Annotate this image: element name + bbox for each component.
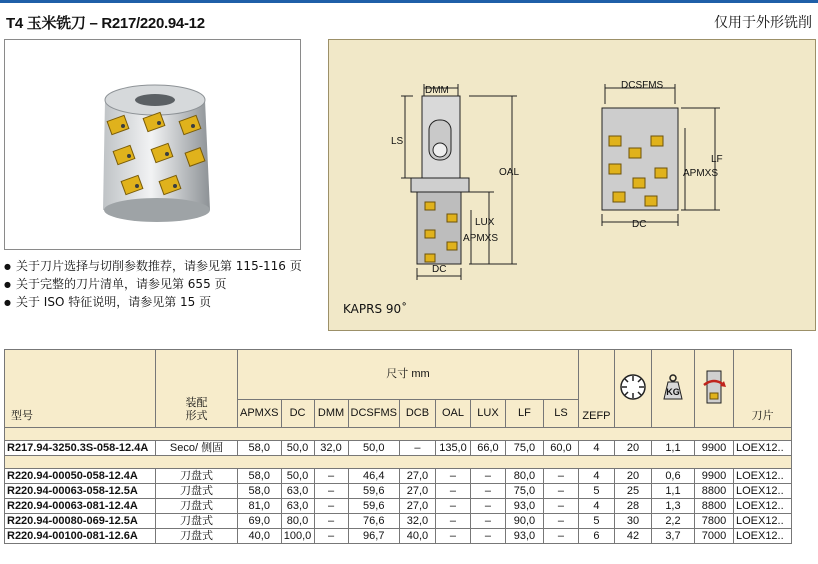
cell-dcsfms: 59,6	[348, 484, 399, 499]
cell-apmxs: 69,0	[238, 514, 282, 529]
kaprs-label: KAPRS 90˚	[343, 302, 408, 316]
cell-oal: –	[435, 529, 470, 544]
cell-dmm: –	[314, 469, 348, 484]
label-dcsfms: DCSFMS	[621, 80, 664, 91]
cell-dmm: –	[314, 514, 348, 529]
header-insert: 刀片	[733, 350, 791, 428]
cell-model: R217.94-3250.3S-058-12.4A	[5, 441, 156, 456]
bullet-item: ● 关于 ISO 特征说明，请参见第 15 页	[4, 294, 302, 312]
cell-ls: –	[543, 484, 578, 499]
cell-zefp: 5	[578, 484, 614, 499]
cell-zefp: 6	[578, 529, 614, 544]
cell-model: R220.94-00050-058-12.4A	[5, 469, 156, 484]
table-row	[5, 484, 792, 499]
cell-insert: LOEX12..	[733, 441, 791, 456]
cell-torque: 7800	[694, 514, 733, 529]
cell-ls: 60,0	[543, 441, 578, 456]
cell-dcb: –	[399, 441, 435, 456]
header-torque	[694, 350, 733, 428]
spec-table	[4, 349, 792, 544]
label-dc-right: DC	[632, 219, 647, 230]
label-ls: LS	[391, 136, 404, 147]
cell-lf: 93,0	[505, 529, 543, 544]
cell-dmm: 32,0	[314, 441, 348, 456]
header-dmm: DMM	[314, 400, 348, 428]
cell-insert: LOEX12..	[733, 484, 791, 499]
cell-speed: 25	[614, 484, 651, 499]
header-zefp: ZEFP	[578, 350, 614, 428]
label-dc-left: DC	[432, 264, 447, 275]
cell-oal: –	[435, 514, 470, 529]
bullet-list	[4, 258, 302, 312]
svg-text:KG: KG	[666, 386, 680, 397]
speed-icon	[619, 373, 647, 401]
cell-model: R220.94-00063-081-12.4A	[5, 499, 156, 514]
table-spacer-row	[5, 428, 792, 441]
cell-speed: 42	[614, 529, 651, 544]
cell-oal: –	[435, 469, 470, 484]
cell-speed: 28	[614, 499, 651, 514]
cell-model: R220.94-00063-058-12.5A	[5, 484, 156, 499]
cell-oal: –	[435, 499, 470, 514]
header-ls: LS	[543, 400, 578, 428]
weight-icon	[658, 372, 688, 402]
title-note: 仅用于外形铣削	[714, 15, 812, 31]
cell-dcb: 40,0	[399, 529, 435, 544]
cell-dc: 80,0	[281, 514, 314, 529]
cell-torque: 7000	[694, 529, 733, 544]
cell-mount: 刀盘式	[156, 514, 238, 529]
cell-lux: 66,0	[470, 441, 505, 456]
cell-lf: 75,0	[505, 484, 543, 499]
table-row	[5, 499, 792, 514]
cell-torque: 9900	[694, 469, 733, 484]
torque-icon	[701, 369, 727, 405]
cell-oal: –	[435, 484, 470, 499]
header-dimensions: 尺寸 mm	[238, 350, 579, 400]
cell-lf: 80,0	[505, 469, 543, 484]
cell-apmxs: 81,0	[238, 499, 282, 514]
table-row	[5, 469, 792, 484]
cell-insert: LOEX12..	[733, 529, 791, 544]
cell-dc: 50,0	[281, 441, 314, 456]
label-apmxs-right: APMXS	[683, 168, 719, 179]
cell-torque: 8800	[694, 499, 733, 514]
dimension-diagram	[328, 39, 816, 331]
cell-insert: LOEX12..	[733, 469, 791, 484]
cell-dcsfms: 46,4	[348, 469, 399, 484]
cell-oal: 135,0	[435, 441, 470, 456]
cell-weight: 2,2	[651, 514, 694, 529]
table-row	[5, 441, 792, 456]
cell-dc: 50,0	[281, 469, 314, 484]
header-mount: 装配 形式	[156, 350, 238, 428]
cell-ls: –	[543, 499, 578, 514]
cell-mount: 刀盘式	[156, 484, 238, 499]
cell-insert: LOEX12..	[733, 514, 791, 529]
cell-dmm: –	[314, 529, 348, 544]
cell-apmxs: 58,0	[238, 441, 282, 456]
header-dcsfms: DCSFMS	[348, 400, 399, 428]
cell-dcb: 27,0	[399, 499, 435, 514]
cell-model: R220.94-00100-081-12.6A	[5, 529, 156, 544]
page-title: T4 玉米铣刀 – R217/220.94-12	[6, 15, 205, 32]
cell-weight: 1,3	[651, 499, 694, 514]
label-lux: LUX	[475, 217, 495, 228]
cell-mount: 刀盘式	[156, 529, 238, 544]
bullet-item: ● 关于完整的刀片清单，请参见第 655 页	[4, 276, 302, 294]
cell-zefp: 5	[578, 514, 614, 529]
table-row	[5, 529, 792, 544]
cell-torque: 9900	[694, 441, 733, 456]
cell-dmm: –	[314, 499, 348, 514]
cell-model: R220.94-00080-069-12.5A	[5, 514, 156, 529]
cell-ls: –	[543, 469, 578, 484]
cell-dcsfms: 96,7	[348, 529, 399, 544]
cell-mount: 刀盘式	[156, 499, 238, 514]
cell-speed: 20	[614, 441, 651, 456]
cell-lf: 93,0	[505, 499, 543, 514]
cell-dmm: –	[314, 484, 348, 499]
cell-zefp: 4	[578, 469, 614, 484]
header-dcb: DCB	[399, 400, 435, 428]
product-photo-box	[4, 39, 301, 250]
cell-lux: –	[470, 514, 505, 529]
cell-mount: 刀盘式	[156, 469, 238, 484]
dimension-drawing	[329, 40, 815, 290]
cell-dc: 63,0	[281, 484, 314, 499]
cell-weight: 1,1	[651, 441, 694, 456]
header-lux: LUX	[470, 400, 505, 428]
cell-lux: –	[470, 499, 505, 514]
label-oal: OAL	[499, 167, 520, 178]
label-apmxs-left: APMXS	[463, 233, 499, 244]
cell-zefp: 4	[578, 441, 614, 456]
cell-lux: –	[470, 469, 505, 484]
cell-dcb: 27,0	[399, 469, 435, 484]
cell-ls: –	[543, 514, 578, 529]
cell-apmxs: 58,0	[238, 469, 282, 484]
table-spacer-row	[5, 456, 792, 469]
cell-mount: Seco/ 侧固	[156, 441, 238, 456]
header-lf: LF	[505, 400, 543, 428]
table-row	[5, 514, 792, 529]
cell-zefp: 4	[578, 499, 614, 514]
cell-ls: –	[543, 529, 578, 544]
header-speed	[614, 350, 651, 428]
cell-apmxs: 40,0	[238, 529, 282, 544]
bullet-item: ● 关于刀片选择与切削参数推荐，请参见第 115-116 页	[4, 258, 302, 276]
header-weight	[651, 350, 694, 428]
cell-lux: –	[470, 484, 505, 499]
cutter-photo	[5, 40, 300, 249]
header-dc: DC	[281, 400, 314, 428]
cell-weight: 1,1	[651, 484, 694, 499]
cell-dc: 63,0	[281, 499, 314, 514]
cell-speed: 20	[614, 469, 651, 484]
header-model: 型号	[5, 350, 156, 428]
cell-lf: 90,0	[505, 514, 543, 529]
cell-apmxs: 58,0	[238, 484, 282, 499]
cell-speed: 30	[614, 514, 651, 529]
cell-dcb: 27,0	[399, 484, 435, 499]
label-lf: LF	[711, 154, 723, 165]
cell-weight: 3,7	[651, 529, 694, 544]
cell-dcsfms: 59,6	[348, 499, 399, 514]
cell-dcsfms: 76,6	[348, 514, 399, 529]
header-oal: OAL	[435, 400, 470, 428]
label-dmm: DMM	[425, 85, 449, 96]
header-apmxs: APMXS	[238, 400, 282, 428]
cell-weight: 0,6	[651, 469, 694, 484]
cell-dc: 100,0	[281, 529, 314, 544]
cell-insert: LOEX12..	[733, 499, 791, 514]
cell-lux: –	[470, 529, 505, 544]
cell-dcb: 32,0	[399, 514, 435, 529]
top-rule	[0, 0, 818, 3]
cell-torque: 8800	[694, 484, 733, 499]
table-header-row	[5, 350, 792, 400]
cell-dcsfms: 50,0	[348, 441, 399, 456]
cell-lf: 75,0	[505, 441, 543, 456]
